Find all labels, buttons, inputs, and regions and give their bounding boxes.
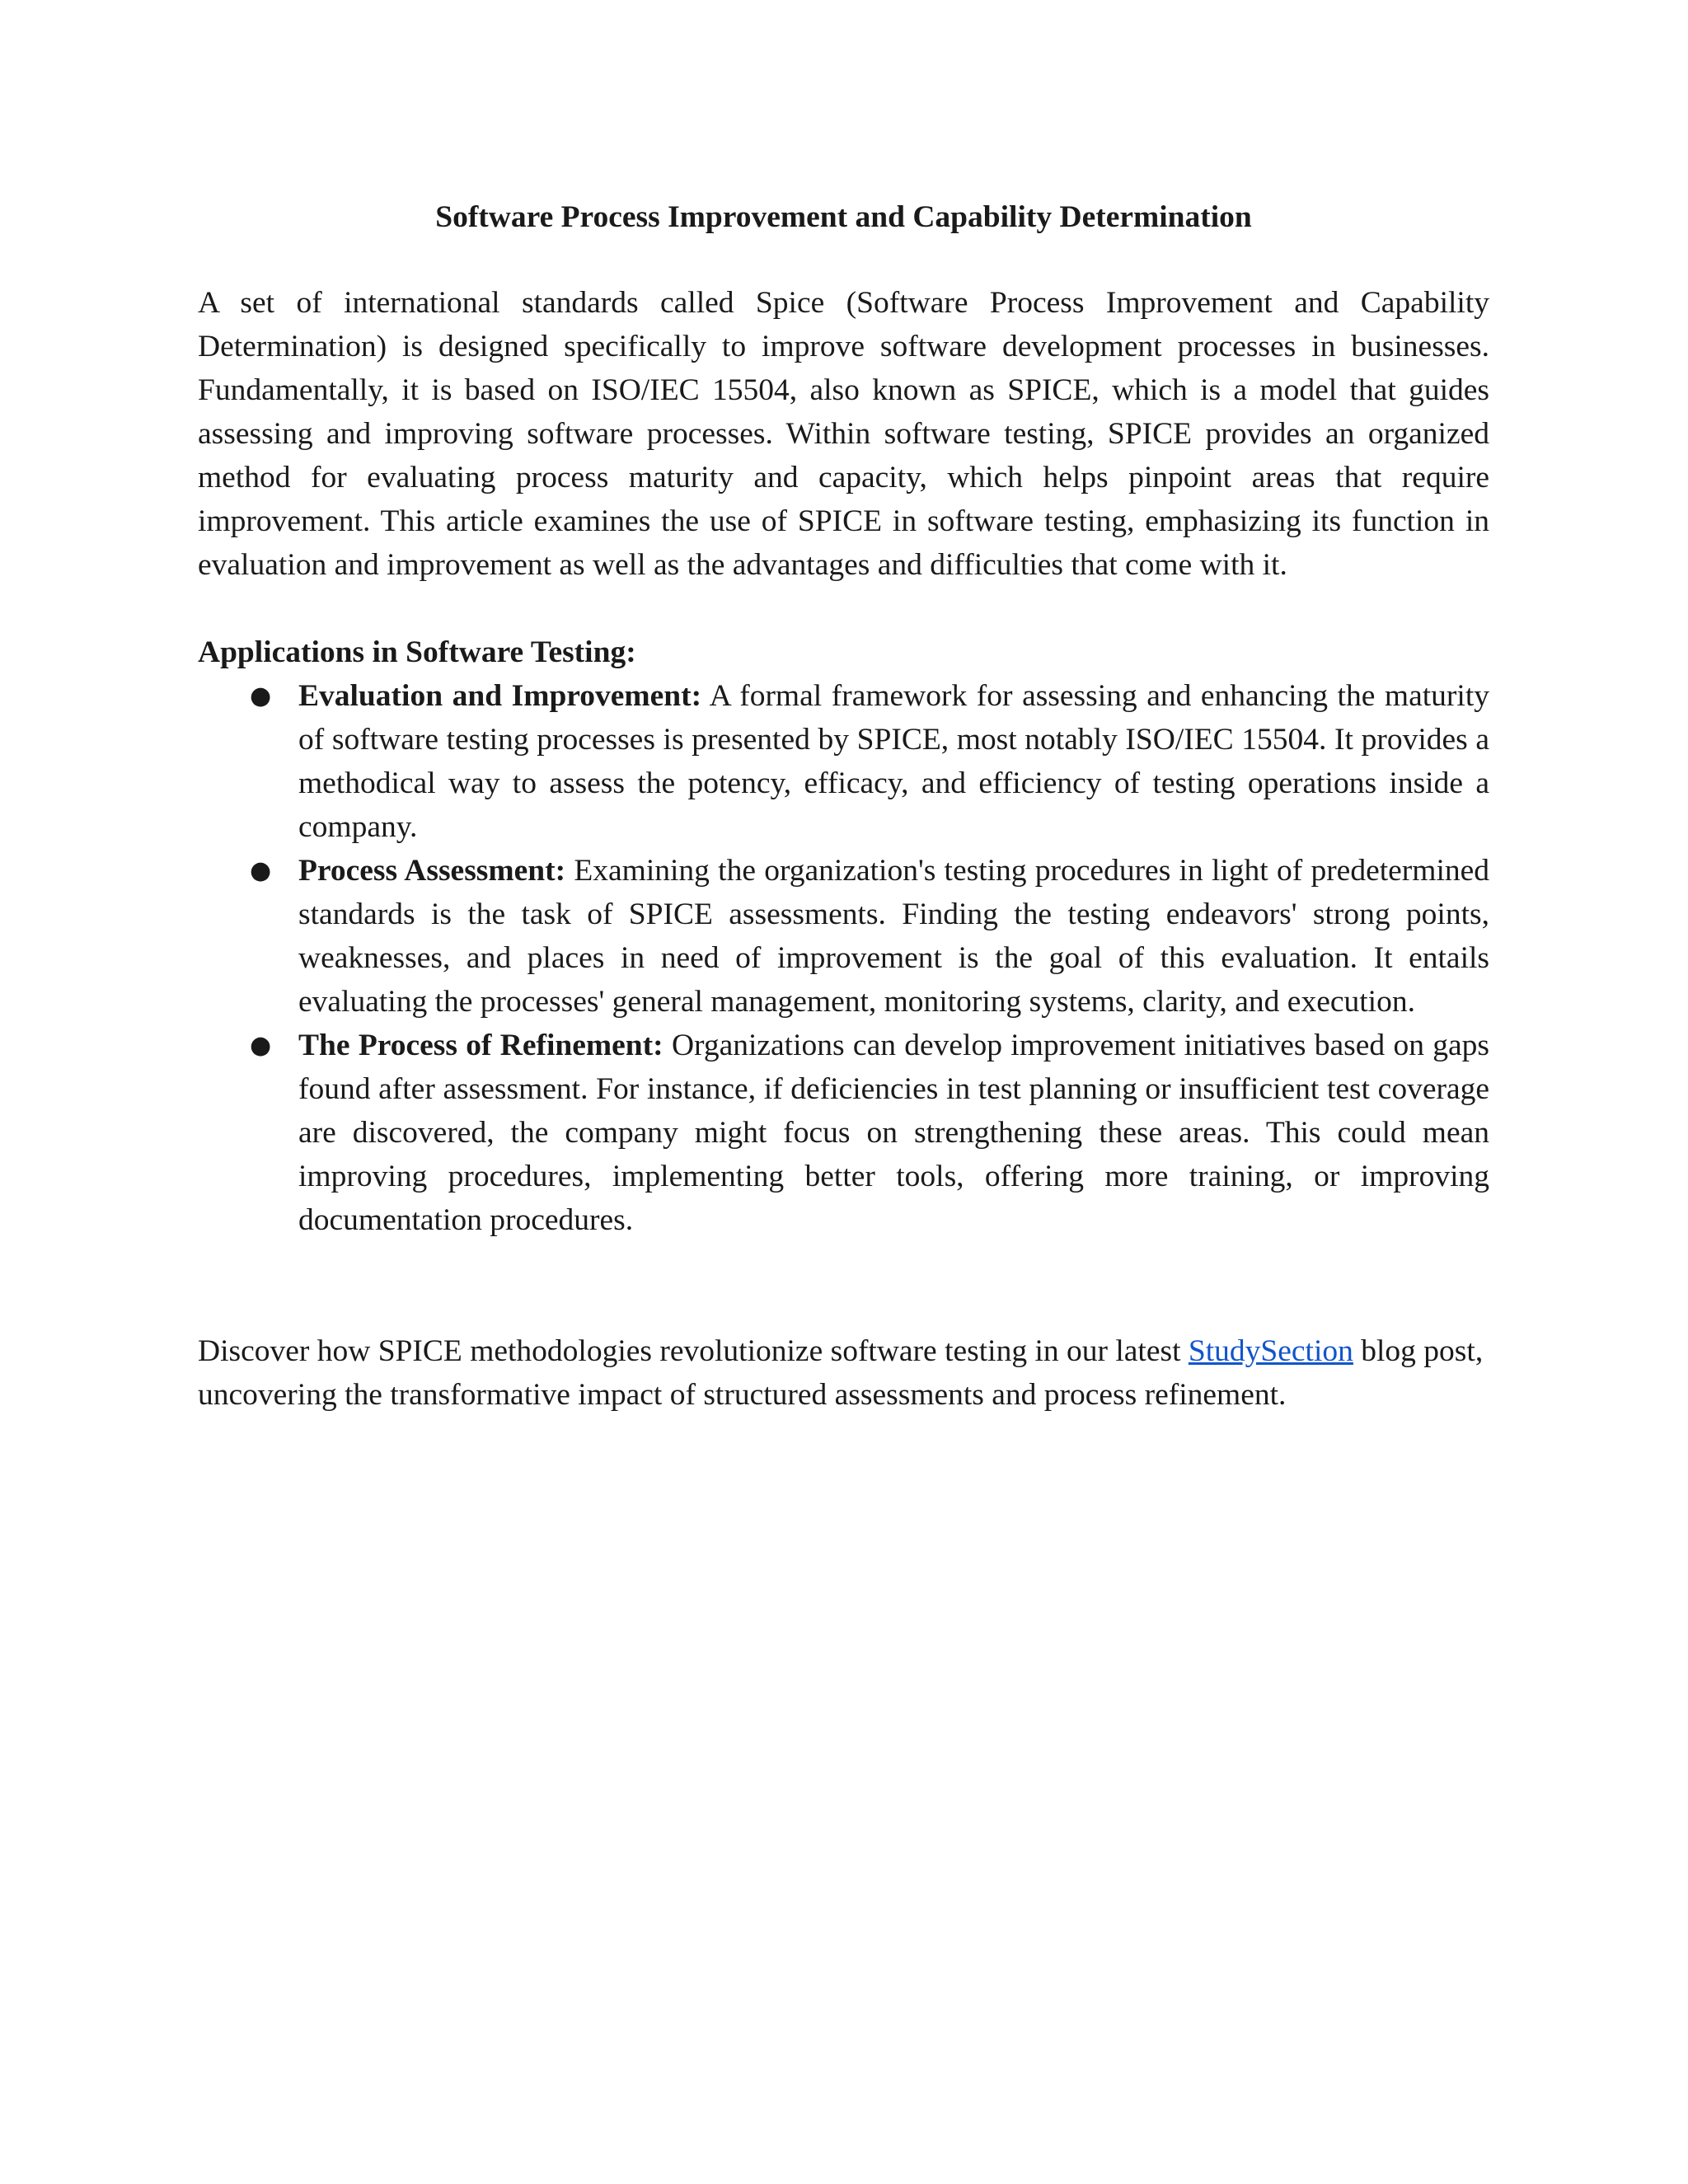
list-item-title: Evaluation and Improvement: — [298, 679, 702, 713]
document-page — [198, 196, 1489, 1417]
list-item-process-assessment — [198, 849, 1489, 1024]
list-item-text: Examining the organization's testing procedures in light of predetermined standards is the task of SPICE assessments. Finding the testing endeavors' strong points, weaknesses, and places in need of improvement is the goal of this evaluation. It entails evaluating the processes' general management, monitoring systems, clarity, and execution. — [298, 854, 1490, 1019]
list-item-text: Organizations can develop improvement initiatives based on gaps found after assessment. For instance, if deficiencies in test planning or insufficient test coverage are discovered, the company might focus on strengthening these areas. This could mean improving procedures, implementing better tools, offering more training, or improving documentation procedures. — [298, 1029, 1489, 1237]
studysection-link[interactable]: StudySection — [1188, 1334, 1353, 1368]
closing-text-before-link: Discover how SPICE methodologies revolutionize software testing in our latest — [198, 1334, 1181, 1368]
bullet-icon: ● — [250, 856, 272, 885]
list-item-title: Process Assessment: — [298, 854, 566, 888]
list-item-evaluation-improvement — [198, 674, 1489, 849]
list-item-text: A formal framework for assessing and enhancing the maturity of software testing processes is presented by SPICE, most notably ISO/IEC 15504. It provides a methodical way to assess the potency, efficacy, and efficiency of testing operations inside a company. — [298, 679, 1489, 844]
bullet-icon: ● — [250, 1031, 272, 1060]
closing-paragraph — [198, 1329, 1489, 1417]
list-item-process-refinement — [198, 1024, 1489, 1242]
closing-text-after-link: blog post, uncovering the transformative impact of structured assessments and process refinement. — [198, 1334, 1484, 1412]
document-title: Software Process Improvement and Capability Determination — [435, 200, 1252, 234]
section-heading: Applications in Software Testing: — [198, 635, 636, 669]
list-item-title: The Process of Refinement: — [298, 1029, 663, 1062]
applications-list — [198, 674, 1489, 1242]
intro-paragraph: A set of international standards called Spice (Software Process Improvement and Capability Determination) is designed specifically to improve software development processes in businesses. Fundamentally, it is based on ISO/IEC 15504, also known as SPICE, which is a model that guides assessing and improving software processes. Within software testing, SPICE provides an organized method for evaluating process maturity and capacity, which helps pinpoint areas that require improvement. This article examines the use of SPICE in software testing, emphasizing its function in evaluation and improvement as well as the advantages and difficulties that come with it. — [198, 286, 1489, 582]
bullet-icon: ● — [250, 682, 272, 710]
